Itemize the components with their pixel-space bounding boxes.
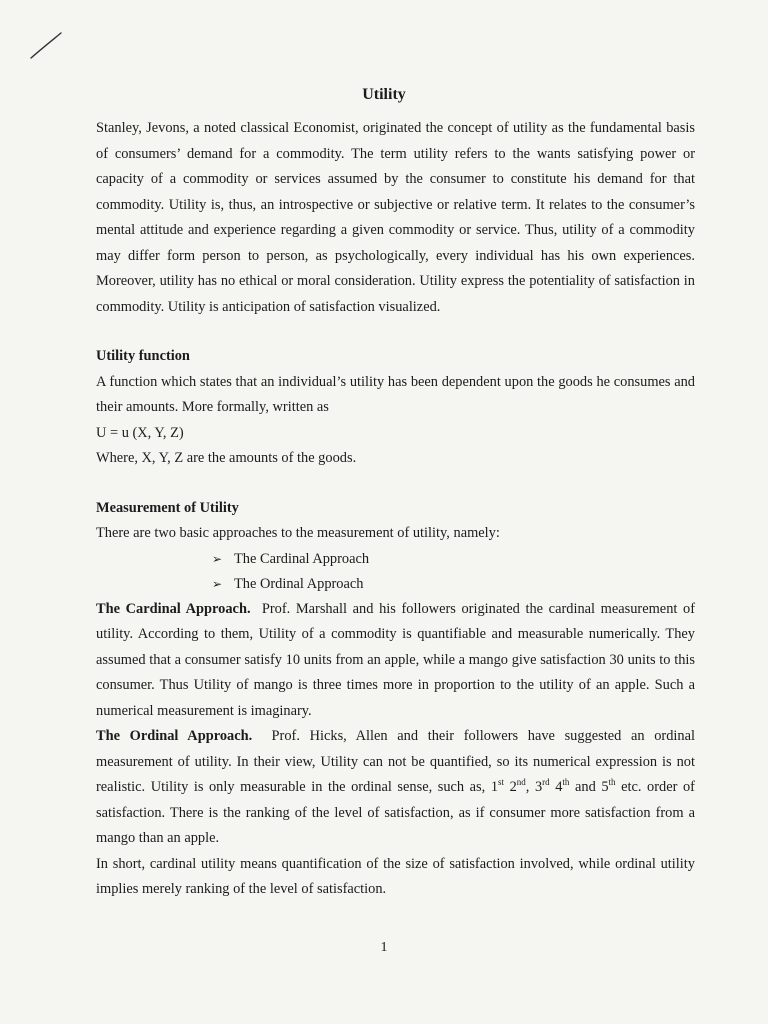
- cardinal-text: Prof. Marshall and his followers originated the cardinal measurement of utility. According to them, Utility of a commodity is quantifiable and measurable numerically. They assumed that a consumer satisfy 10 units from an apple, while a mango give satisfaction 30 units to this consumer. Thus Utility of mango is three times more in proportion to the utility of an apple. Such a numerical measurement is imaginary.: [96, 600, 696, 719]
- ordinal-text-a: Prof. Hicks, Allen and their followers have suggested an ordinal measurement of utility. In their view, Utility can not be quantified, so its numerical expression is not realistic. Utility is only measurable in the ordinal sense, such as,: [96, 728, 696, 795]
- ordinal-number: 1: [490, 779, 499, 795]
- list-item: [212, 547, 695, 572]
- arrow-bullet-icon: ➢: [212, 576, 223, 591]
- measurement-heading: Measurement of Utility: [96, 499, 239, 516]
- ordinal-number: 2: [509, 779, 517, 795]
- list-item: [212, 572, 695, 597]
- utility-function-heading: Utility function: [96, 348, 190, 364]
- approaches-list: [96, 547, 695, 597]
- utility-function-where: Where, X, Y, Z are the amounts of the goods.: [96, 450, 357, 466]
- intro-paragraph: Stanley, Jevons, a noted classical Economist, originated the concept of utility as the fundamental basis of consumers’ demand for a commodity. The term utility refers to the wants satisfying power or capacity of a commodity or services assumed by the consumer to constitute his demand for that commodity. Utility is, thus, an introspective or subjective or relative term. It relates to the consumer’s mental attitude and experience regarding a given commodity or service. Thus, utility of a commodity may differ form person to person, as psychologically, every individual has his own experiences. Moreover, utility has no ethical or moral consideration. Utility express the potentiality of satisfaction in commodity. Utility is anticipation of satisfaction visualized.: [96, 120, 695, 315]
- ordinal-suffix: th: [562, 777, 570, 788]
- cardinal-paragraph: [96, 597, 695, 725]
- ordinal-number: 4: [555, 779, 563, 795]
- ordinal-suffix: st: [498, 777, 505, 788]
- pen-tick-mark: [28, 30, 64, 62]
- page-number: 1: [380, 940, 388, 955]
- arrow-bullet-icon: ➢: [212, 551, 223, 566]
- measurement-intro: There are two basic approaches to the measurement of utility, namely:: [96, 525, 500, 541]
- ordinal-suffix: nd: [516, 777, 526, 788]
- and-word: and: [575, 779, 596, 795]
- ordinal-paragraph: The Ordinal Approach. Prof. Hicks, Allen and their followers have suggested an ordinal measurement of utility. In their view, Utility can not be quantified, so its numerical expression is not realistic. Utility is only measurable in the ordinal sense, such as, 1st 2nd, 3rd 4th and 5th etc. order of satisfaction. There is the ranking of the level of satisfaction, as if consumer more satisfaction from a mango than an apple.: [96, 728, 696, 846]
- summary-paragraph: In short, cardinal utility means quantification of the size of satisfaction involved, while ordinal utility implies merely ranking of the level of satisfaction.: [96, 855, 695, 897]
- cardinal-label: The Cardinal Approach.: [96, 600, 251, 617]
- ordinal-label: The Ordinal Approach.: [96, 728, 253, 744]
- ordinal-text-b: etc. order of satisfaction. There is the ranking of the level of satisfaction, as if consumer more satisfaction from a mango than an apple.: [96, 779, 695, 846]
- utility-function-text: A function which states that an individual’s utility has been dependent upon the goods he consumes and their amounts. More formally, written as: [96, 373, 695, 415]
- ordinal-number: 3: [534, 779, 543, 795]
- approach-label: The Cardinal Approach: [234, 550, 370, 567]
- page-title: Utility: [362, 86, 406, 103]
- utility-formula: U = u (X, Y, Z): [96, 424, 184, 441]
- ordinal-number: 5: [601, 779, 609, 795]
- ordinal-suffix: rd: [542, 777, 550, 788]
- document-body: [96, 116, 695, 903]
- ordinal-suffix: th: [608, 777, 616, 788]
- approach-label: The Ordinal Approach: [234, 575, 364, 592]
